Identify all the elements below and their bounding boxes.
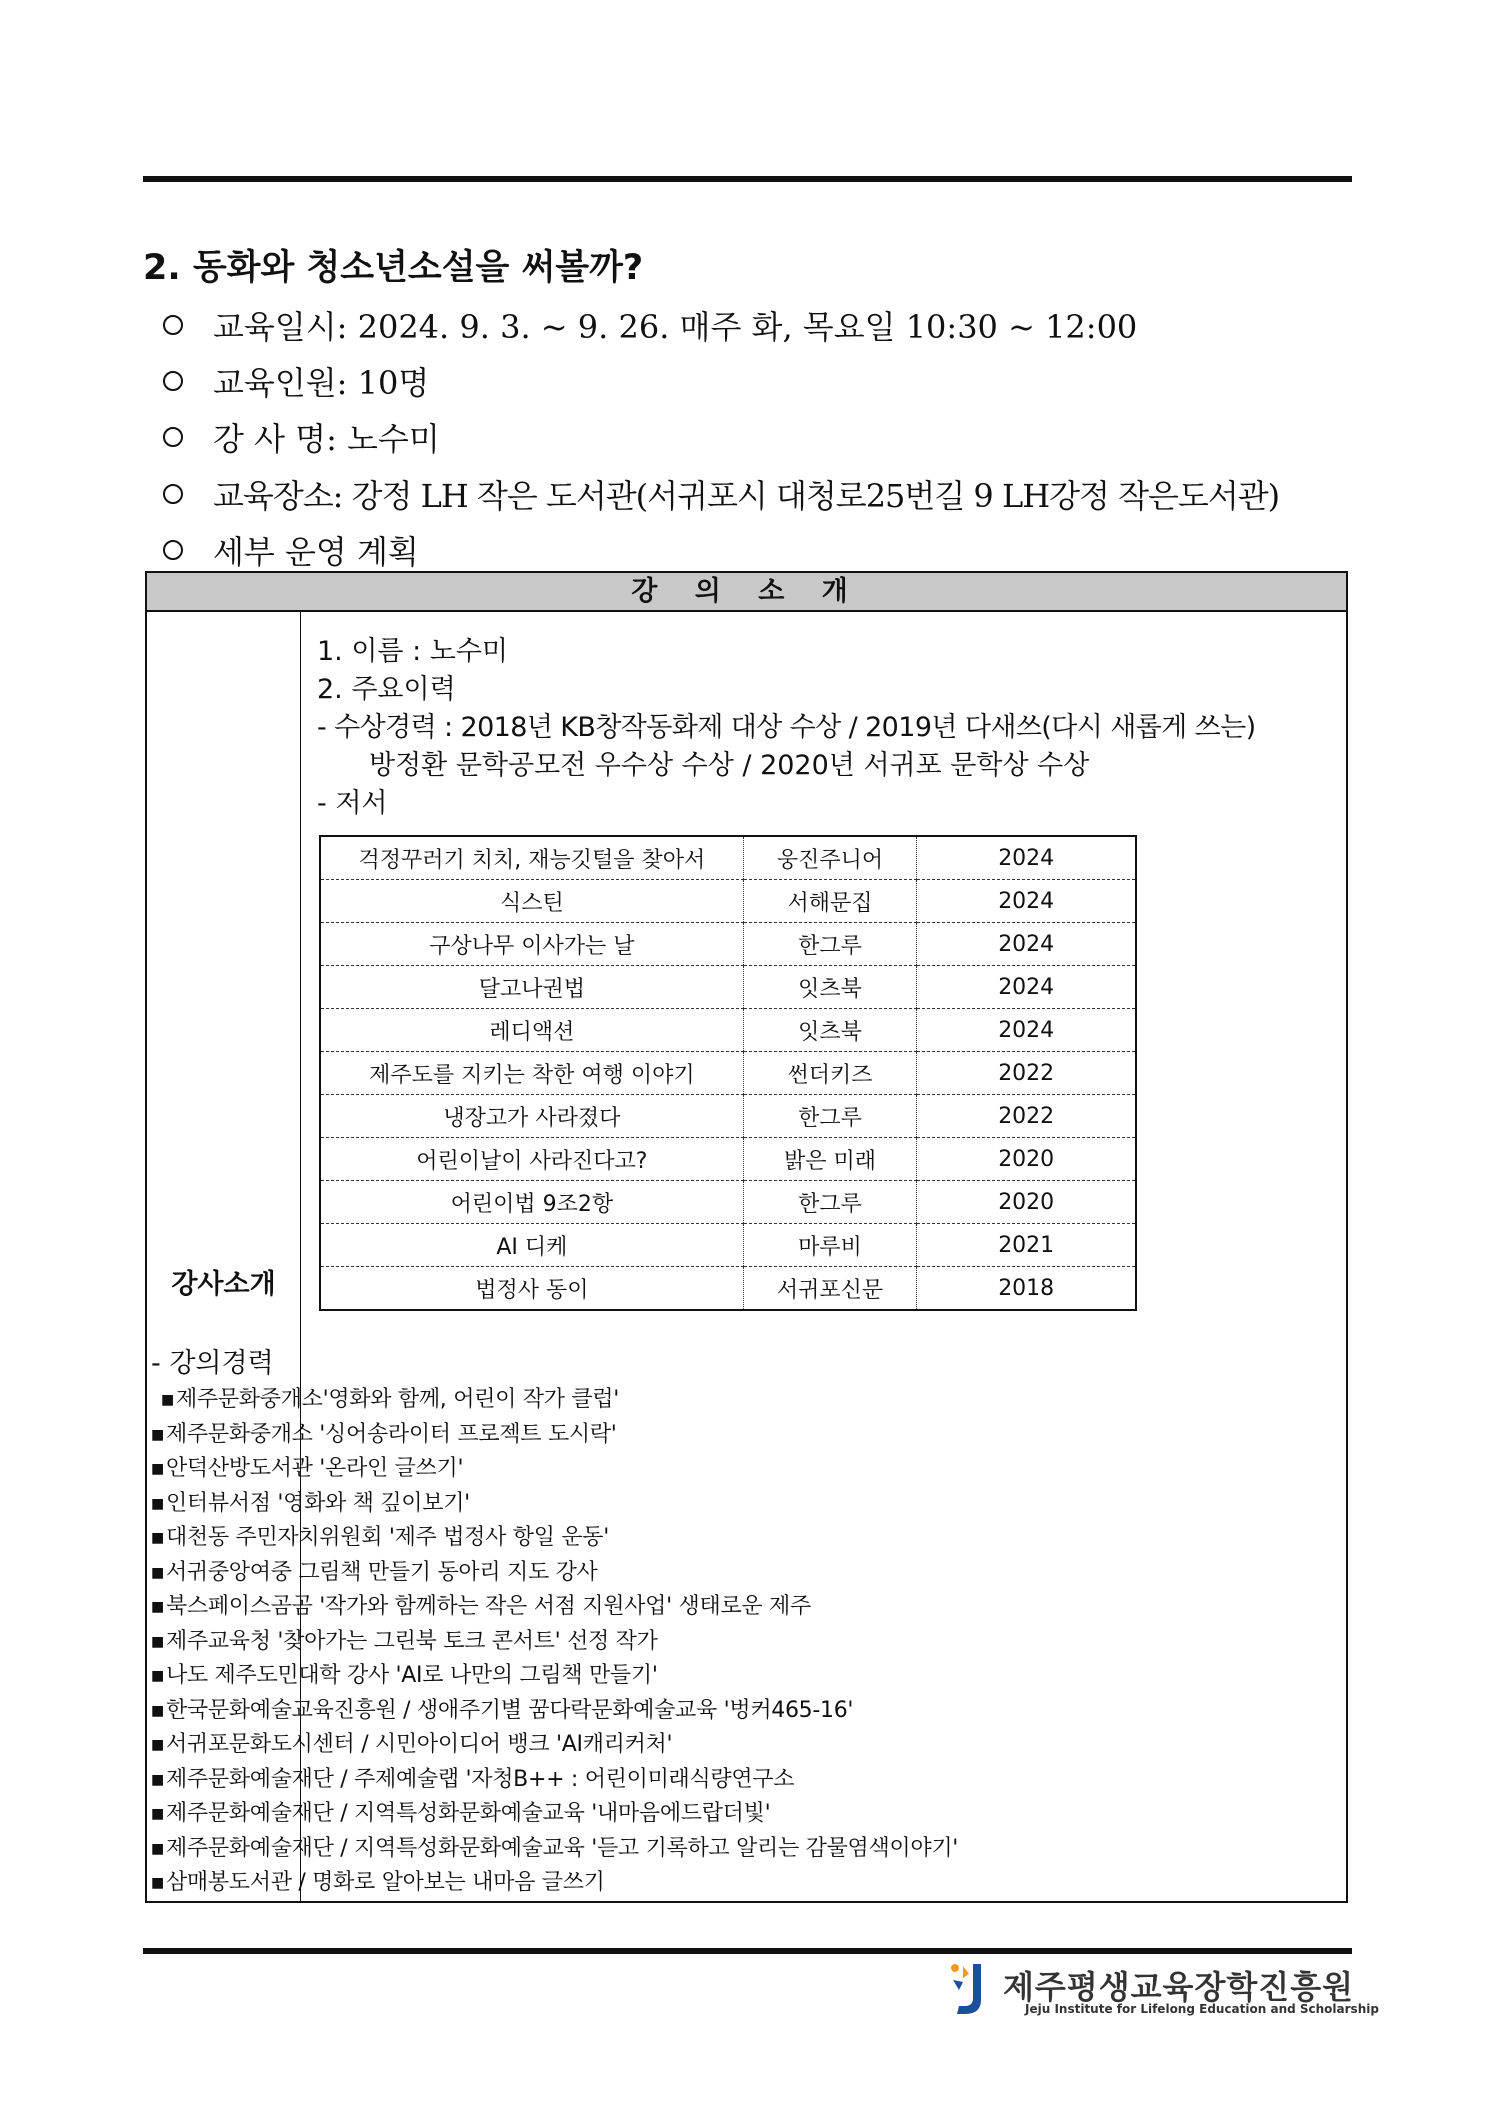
book-publisher-cell: 잇츠북 — [743, 1009, 917, 1052]
list-item: ■ 제주문화예술재단 / 지역특성화문화예술교육 '듣고 기록하고 알리는 감물염색이야기' — [151, 1833, 958, 1868]
book-title-cell: 레디액션 — [320, 1009, 743, 1052]
book-year-cell: 2024 — [917, 923, 1136, 966]
table-row — [320, 923, 1136, 966]
jeju-institute-logo-icon — [945, 1960, 995, 2018]
table-row — [320, 1009, 1136, 1052]
logo-text-english: Jeju Institute for Lifelong Education and Scholarship — [1025, 2002, 1379, 2016]
table-row — [320, 1052, 1136, 1095]
institute-logo — [945, 1960, 1379, 2020]
book-title-cell: 냉장고가 사라졌다 — [320, 1095, 743, 1138]
list-item: ■ 나도 제주도민대학 강사 'AI로 나만의 그림책 만들기' — [151, 1660, 958, 1695]
book-year-cell: 2024 — [917, 1009, 1136, 1052]
logo-text-korean: 제주평생교육장학진흥원 — [1003, 1968, 1355, 2006]
book-year-cell: 2020 — [917, 1181, 1136, 1224]
list-item: ■ 한국문화예술교육진흥원 / 생애주기별 꿈다락문화예술교육 '벙커465-16' — [151, 1695, 958, 1730]
book-year-cell: 2018 — [998, 1275, 1055, 1301]
book-title-cell: 걱정꾸러기 치치, 재능깃털을 찾아서 — [320, 836, 743, 880]
book-year-cell: 2024 — [917, 880, 1136, 923]
bottom-rule — [143, 1948, 1352, 1954]
list-item: ■ 북스페이스곰곰 '작가와 함께하는 작은 서점 지원사업' 생태로운 제주 — [151, 1591, 958, 1626]
book-title-cell: 제주도를 지키는 착한 여행 이야기 — [320, 1052, 743, 1095]
awards-line-cont: 방정환 문학공모전 우수상 수상 / 2020년 서귀포 문학상 수상 — [369, 750, 1090, 781]
list-item: ■ 안덕산방도서관 '온라인 글쓰기' — [151, 1453, 958, 1488]
table-header: 강 의 소 개 — [147, 573, 1346, 612]
section-title: 2. 동화와 청소년소설을 써볼까? — [143, 248, 644, 288]
circle-bullet-icon — [163, 540, 183, 560]
circle-bullet-icon — [163, 484, 183, 504]
circle-bullet-icon — [163, 371, 183, 391]
career-list — [151, 1384, 958, 1902]
list-item: ■ 제주문화중개소'영화와 함께, 어린이 작가 클럽' — [151, 1384, 958, 1419]
book-title-cell: 식스틴 — [320, 880, 743, 923]
book-year-cell: 2022 — [917, 1052, 1136, 1095]
history-line: 2. 주요이력 — [317, 674, 456, 705]
table-row — [320, 836, 1136, 880]
list-item: ■ 제주문화중개소 '싱어송라이터 프로젝트 도시락' — [151, 1419, 958, 1454]
info-item-instructor: 강 사 명: 노수미 — [163, 414, 440, 460]
book-title-cell: 어린이법 9조2항 — [320, 1181, 743, 1224]
book-title-cell: 법정사 동이 — [320, 1267, 743, 1311]
info-item-capacity: 교육인원: 10명 — [163, 358, 429, 404]
book-title-cell: 어린이날이 사라진다고? — [320, 1138, 743, 1181]
awards-line: - 수상경력 : 2018년 KB창작동화제 대상 수상 / 2019년 다새쓰(다시 새롭게 쓰는) — [317, 712, 1256, 743]
book-title-cell: 구상나무 이사가는 날 — [320, 923, 743, 966]
table-row — [320, 966, 1136, 1009]
career-heading: - 강의경력 — [151, 1348, 274, 1379]
book-publisher-cell: 썬더키즈 — [743, 1052, 917, 1095]
lecture-intro-table — [145, 571, 1348, 1903]
info-item-schedule: 교육일시: 2024. 9. 3. ~ 9. 26. 매주 화, 목요일 10:30 ~ 12:00 — [163, 302, 1137, 348]
book-publisher-cell: 서귀포신문 — [743, 1267, 917, 1311]
book-publisher-cell: 한그루 — [743, 1181, 917, 1224]
circle-bullet-icon — [163, 315, 183, 335]
book-title-cell: AI 디케 — [320, 1224, 743, 1267]
list-item: ■ 제주문화예술재단 / 지역특성화문화예술교육 '내마음에드랍더빛' — [151, 1798, 958, 1833]
info-item-plan: 세부 운영 계획 — [163, 527, 419, 573]
book-publisher-cell: 한그루 — [743, 1095, 917, 1138]
list-item: ■ 제주교육청 '찾아가는 그린북 토크 콘서트' 선정 작가 — [151, 1626, 958, 1661]
table-row — [320, 1138, 1136, 1181]
book-title-cell: 달고나권법 — [320, 966, 743, 1009]
list-item: ■ 제주문화예술재단 / 주제예술랩 '자청B++ : 어린이미래식량연구소 — [151, 1764, 958, 1799]
book-publisher-cell: 웅진주니어 — [743, 836, 917, 880]
books-heading: - 저서 — [317, 788, 388, 819]
info-item-location: 교육장소: 강정 LH 작은 도서관(서귀포시 대청로25번길 9 LH강정 작은도서관) — [163, 471, 1279, 517]
book-publisher-cell: 마루비 — [743, 1224, 917, 1267]
book-publisher-cell: 한그루 — [743, 923, 917, 966]
book-year-cell: 2021 — [917, 1224, 1136, 1267]
book-publisher-cell: 밝은 미래 — [743, 1138, 917, 1181]
instructor-intro-label: 강사소개 — [171, 1269, 276, 1300]
lecture-career — [151, 1346, 958, 1902]
list-item: ■ 대천동 주민자치위원회 '제주 법정사 항일 운동' — [151, 1522, 958, 1557]
book-publisher-cell: 서해문집 — [743, 880, 917, 923]
list-item: ■ 인터뷰서점 '영화와 책 깊이보기' — [151, 1488, 958, 1523]
table-row — [320, 1181, 1136, 1224]
table-row — [320, 1267, 1136, 1311]
table-row — [320, 1095, 1136, 1138]
top-rule — [143, 176, 1352, 182]
circle-bullet-icon — [163, 427, 183, 447]
book-year-cell: 2024 — [917, 966, 1136, 1009]
book-year-cell: 2020 — [917, 1138, 1136, 1181]
book-year-cell: 2022 — [917, 1095, 1136, 1138]
book-year-cell: 2024 — [917, 836, 1136, 880]
books-table — [319, 835, 1137, 1311]
list-item: ■ 서귀중앙여중 그림책 만들기 동아리 지도 강사 — [151, 1557, 958, 1592]
list-item: ■ 삼매봉도서관 / 명화로 알아보는 내마음 글쓰기 — [151, 1867, 958, 1902]
table-row — [320, 1224, 1136, 1267]
table-row — [320, 880, 1136, 923]
book-publisher-cell: 잇츠북 — [743, 966, 917, 1009]
name-line: 1. 이름 : 노수미 — [317, 636, 509, 667]
list-item: ■ 서귀포문화도시센터 / 시민아이디어 뱅크 'AI캐리커처' — [151, 1729, 958, 1764]
